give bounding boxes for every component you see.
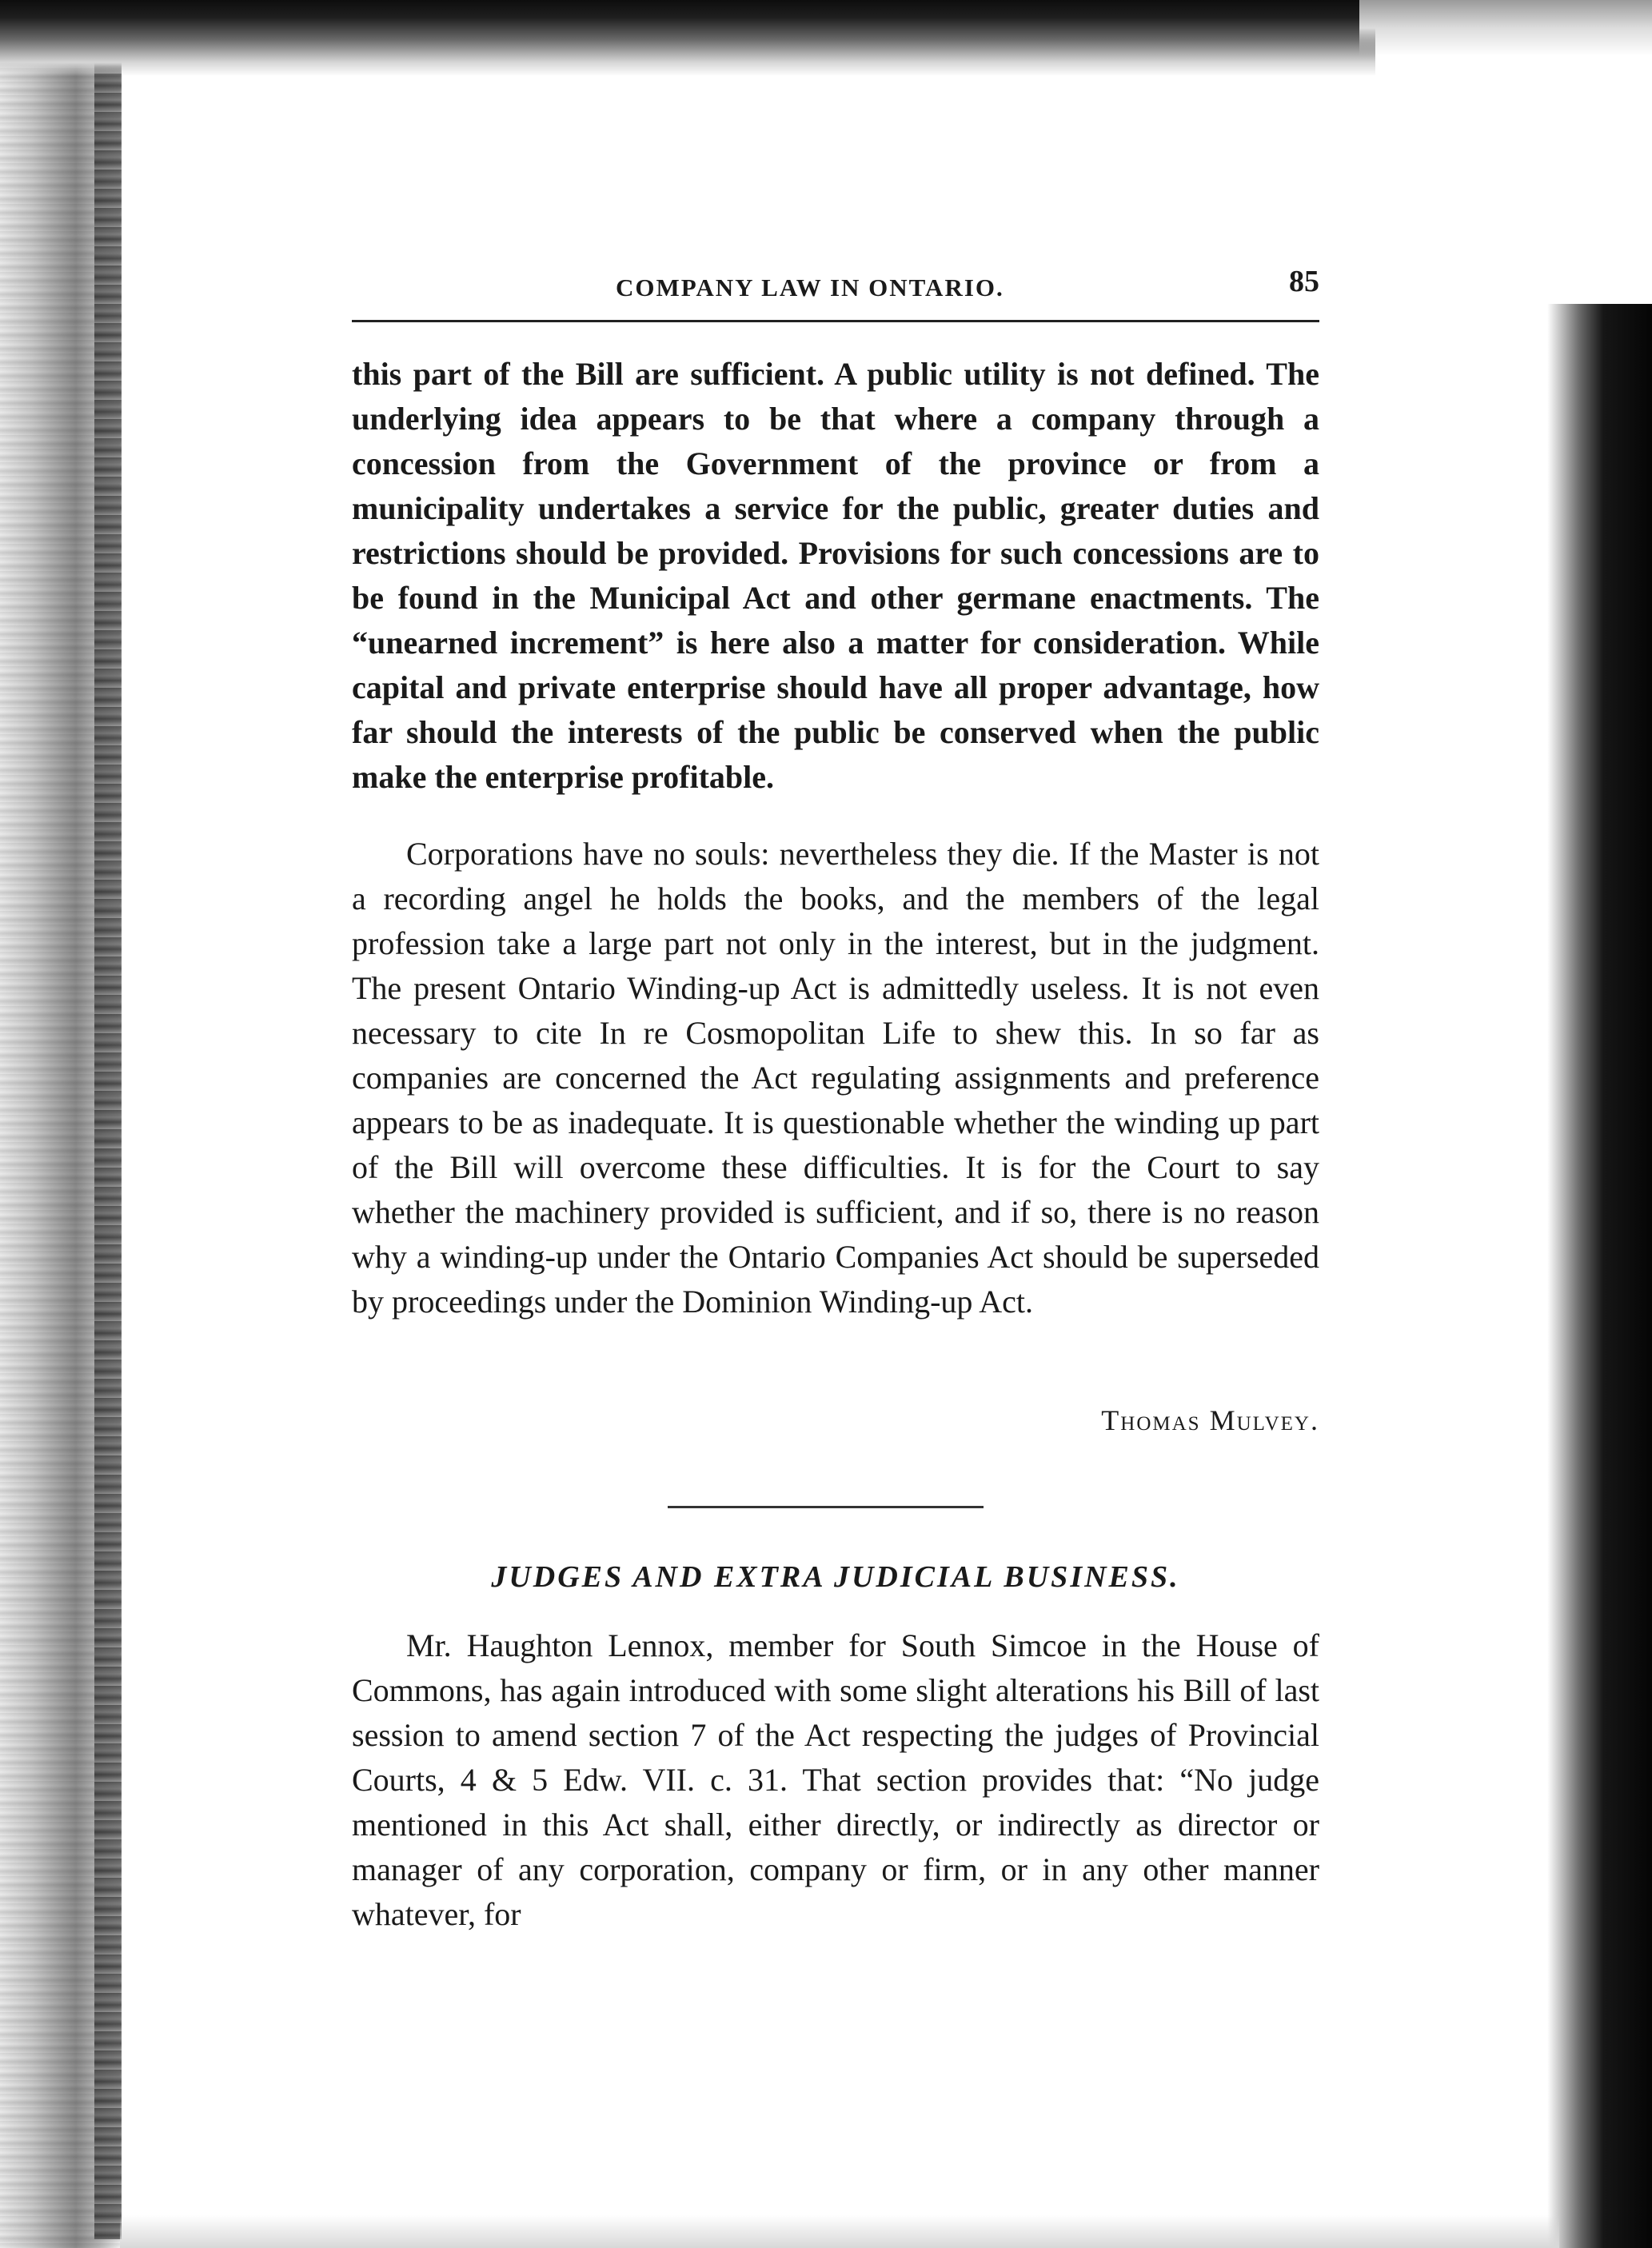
paragraph-corporations: Corporations have no souls: nevertheless they die. If the Master is not a recording angel he holds the books, and the members of the legal profession take a large part not only in the interest, but in the judgment. The present Ontario Winding-up Act is admittedly useless. It is not even necessary to cite In re Cosmopolitan Life to shew this. In so far as companies are concerned the Act regulating assignments and preference appears to be as inadequate. It is questionable whether the winding up part of the Bill will overcome these difficulties. It is for the Court to say whether the machinery provided is sufficient, and if so, there is no reason why a winding-up under the Ontario Companies Act should be superseded by proceedings under the Dominion Winding-up Act.	[352, 836, 1319, 1320]
section-heading: JUDGES AND EXTRA JUDICIAL BUSINESS.	[491, 1560, 1180, 1594]
scan-right-edge-shadow	[1547, 304, 1652, 2248]
section-divider-rule	[668, 1506, 984, 1508]
running-head	[352, 264, 1319, 320]
author-signature: Thomas Mulvey.	[1101, 1404, 1319, 1436]
scan-bottom-edge-shadow	[120, 2215, 1559, 2248]
paragraph-continuation: this part of the Bill are sufficient. A public utility is not defined. The underlying idea appears to be that where a company through a concession from the Government of the province or from a municipality undertakes a service for the public, greater duties and restrictions should be provided. Provisions for such concessions are to be found in the Municipal Act and other germane enactments. The “unearned increment” is here also a matter for consideration. While capital and private enterprise should have all proper advantage, how far should the interests of the public be conserved when the public make the enterprise profitable.	[352, 356, 1319, 795]
header-rule	[352, 320, 1319, 322]
scan-top-right-shadow	[1359, 0, 1652, 56]
page-number: 85	[1289, 265, 1319, 298]
scan-binding-edge	[94, 16, 122, 2239]
paragraph-lennox-bill: Mr. Haughton Lennox, member for South Simcoe in the House of Commons, has again introduced with some slight alterations his Bill of last session to amend section 7 of the Act respecting the judges of Provincial Courts, 4 & 5 Edw. VII. c. 31. That section provides that: “No judge mentioned in this Act shall, either directly, or indirectly as director or manager of any corporation, company or firm, or in any other manner whatever, for	[352, 1627, 1319, 1932]
scan-top-edge-shadow	[0, 0, 1375, 76]
running-head-title: COMPANY LAW IN ONTARIO.	[616, 274, 1004, 301]
